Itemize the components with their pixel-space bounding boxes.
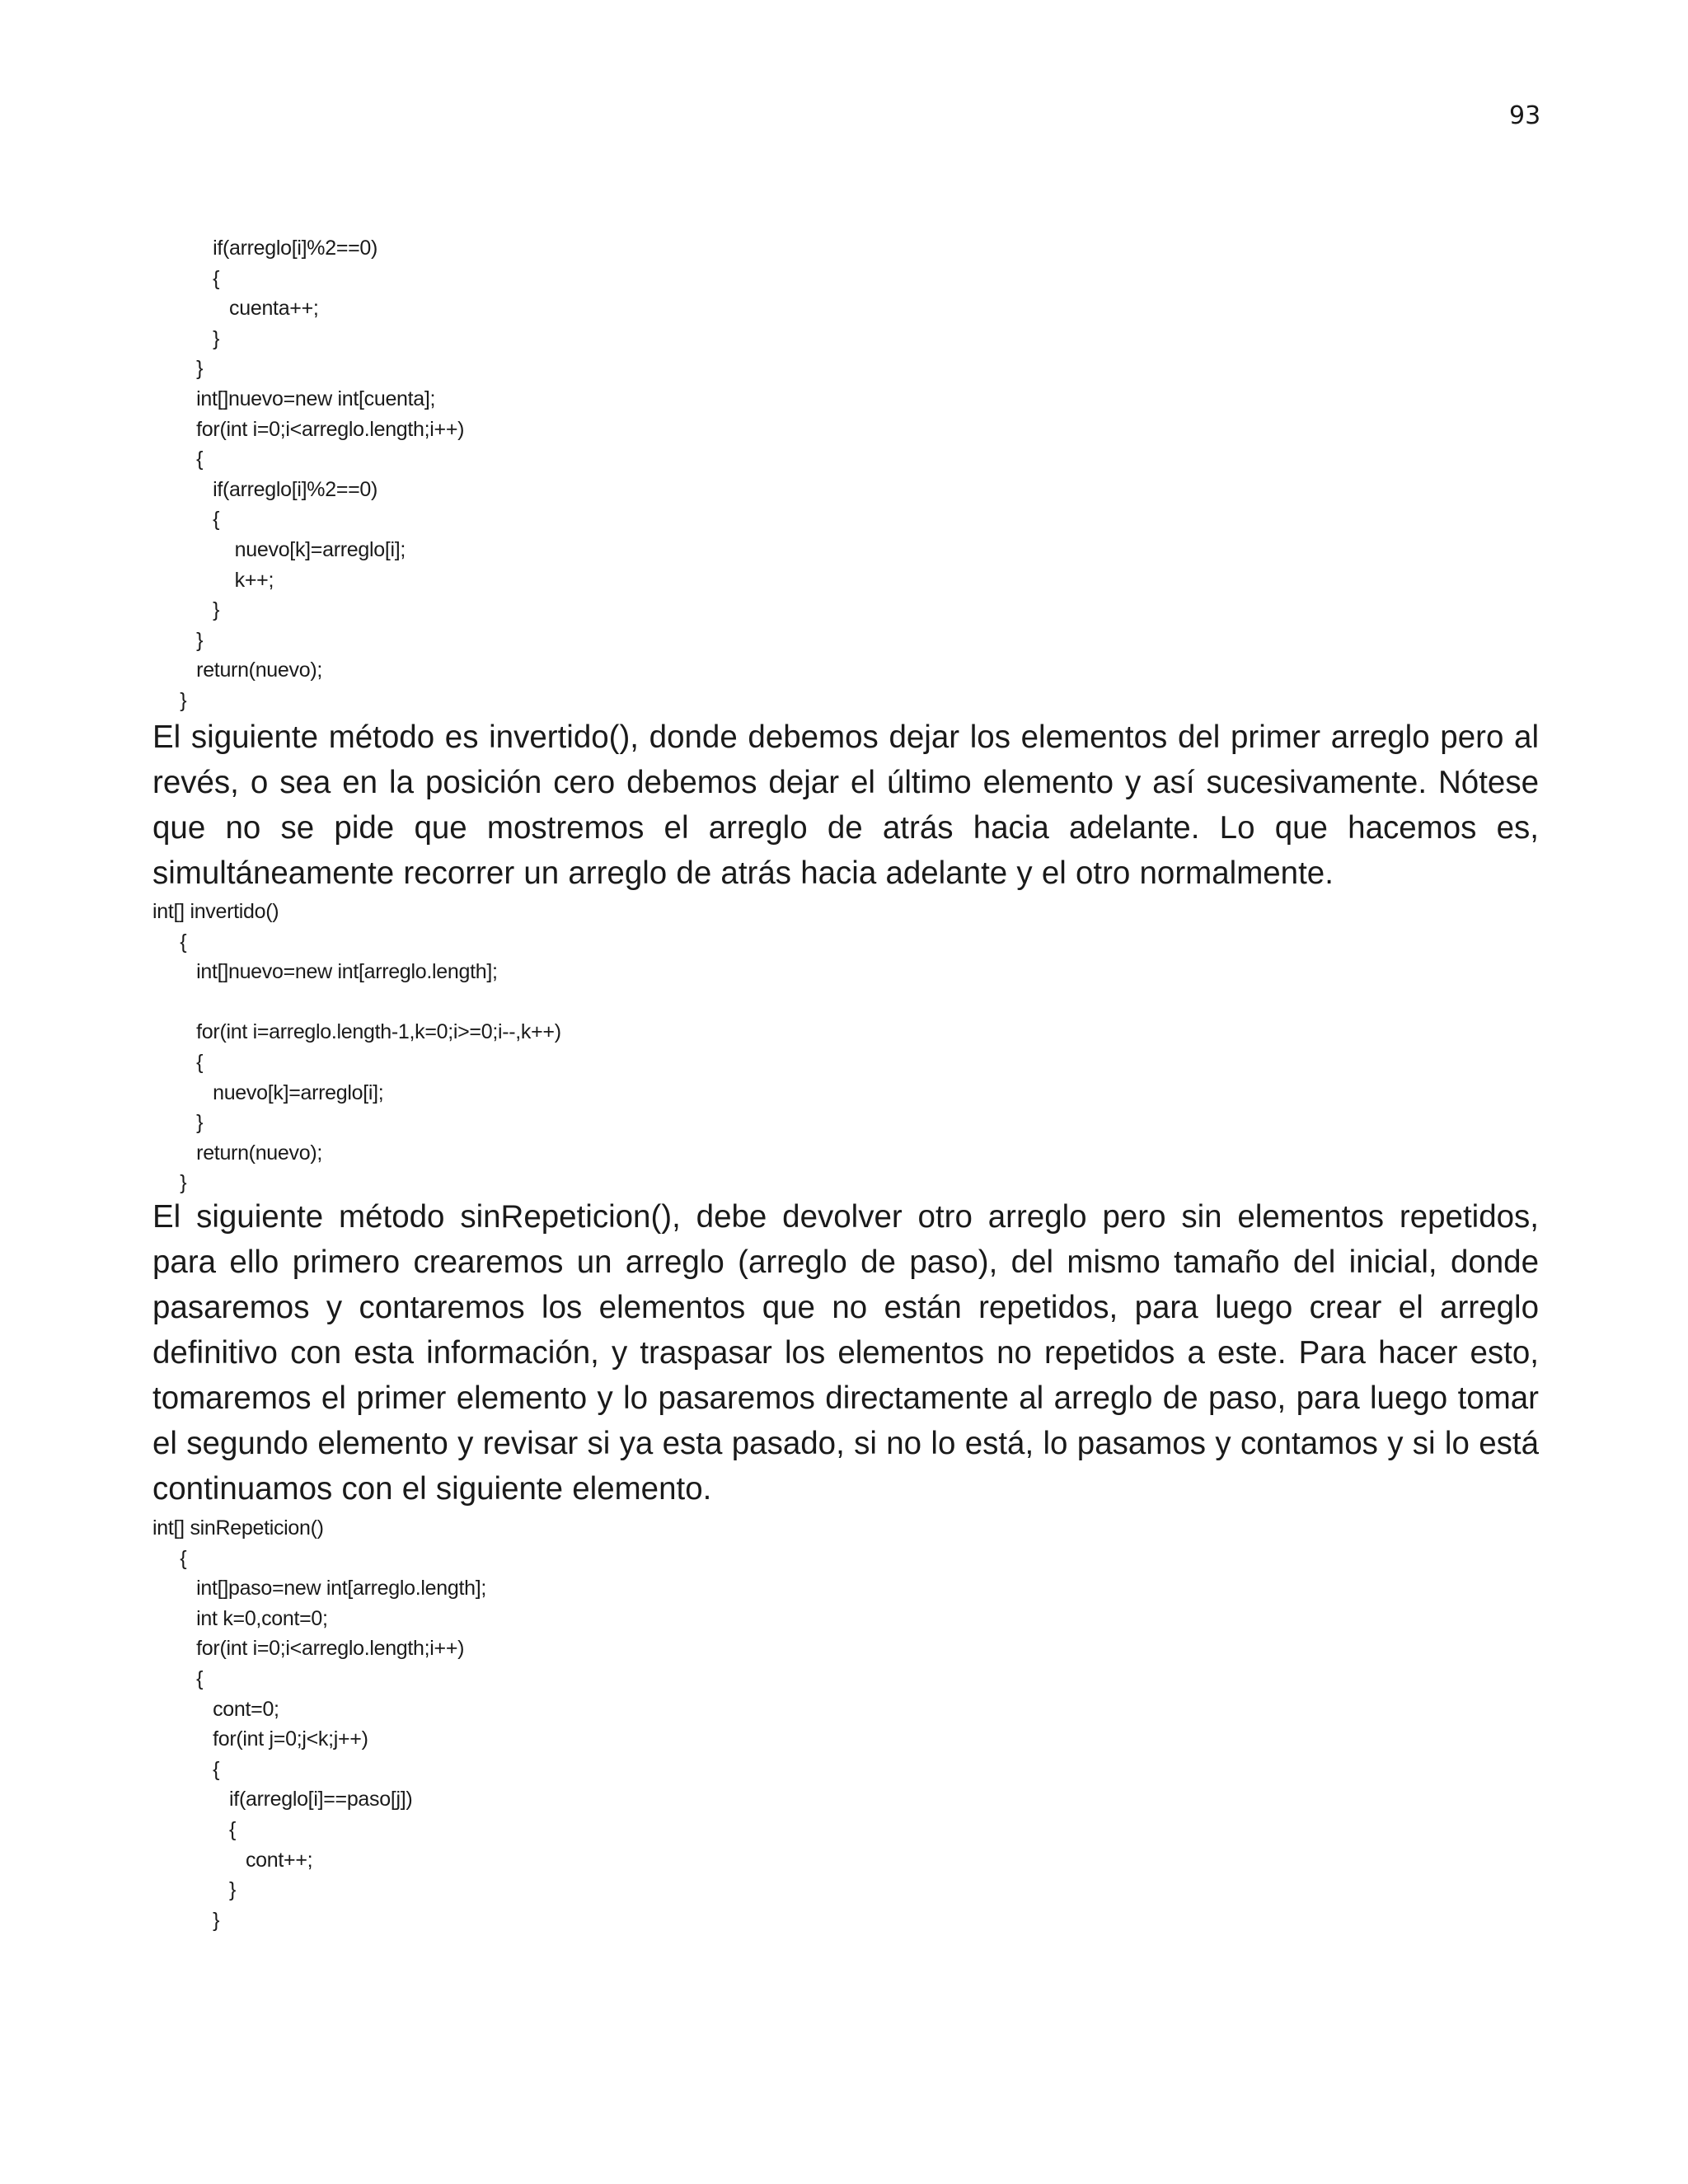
- code-line: }: [152, 628, 204, 652]
- paragraph-invertido: El siguiente método es invertido(), donde debemos dejar los elementos del primer arreglo pero al revés, o sea en la posición cero debemos dejar el último elemento y así sucesivamente. Nótese que no se pide que mostremos el arreglo de atrás hacia adelante. Lo que hacemos es, simultáneamente recorrer un arreglo de atrás hacia adelante y el otro normalmente.: [152, 719, 1539, 891]
- paragraph-sin-repeticion: El siguiente método sinRepeticion(), debe devolver otro arreglo pero sin elementos repetidos, para ello primero crearemos un arreglo (arreglo de paso), del mismo tamaño del inicial, donde pasaremos y contaremos los elementos que no están repetidos, para luego crear el arreglo definitivo con esta información, y traspasar los elementos no repetidos a este. Para hacer esto, tomaremos el primer elemento y lo pasaremos directamente al arreglo de paso, para luego tomar el segundo elemento y revisar si ya esta pasado, si no lo está, lo pasamos y contamos y si lo está continuamos con el siguiente elemento.: [152, 1199, 1539, 1507]
- code-line: for(int j=0;j<k;j++): [152, 1727, 368, 1751]
- code-line: return(nuevo);: [152, 1141, 322, 1165]
- code-line: int[] sinRepeticion(): [152, 1516, 324, 1540]
- code-line: if(arreglo[i]%2==0): [152, 237, 378, 260]
- code-line: {: [152, 1817, 237, 1841]
- code-line: cont=0;: [152, 1697, 279, 1721]
- code-line: cuenta++;: [152, 297, 319, 321]
- code-line: }: [152, 1111, 204, 1135]
- code-line: return(nuevo);: [152, 658, 322, 682]
- code-line: }: [152, 357, 204, 381]
- code-line: {: [152, 1757, 220, 1781]
- code-line: int[]nuevo=new int[arreglo.length];: [152, 960, 498, 984]
- code-block-invertido: [152, 897, 561, 1198]
- code-line: }: [152, 1171, 187, 1195]
- code-line: int[] invertido(): [152, 900, 279, 923]
- code-line: {: [152, 930, 187, 954]
- code-line: for(int i=arreglo.length-1,k=0;i>=0;i--,k++): [152, 1020, 561, 1044]
- code-line: int[]nuevo=new int[cuenta];: [152, 387, 436, 410]
- code-line: {: [152, 1666, 204, 1690]
- code-line: {: [152, 508, 220, 532]
- code-line: if(arreglo[i]==paso[j]): [152, 1788, 413, 1811]
- code-line: nuevo[k]=arreglo[i];: [152, 1080, 384, 1104]
- code-block-sin-repeticion: [152, 1513, 486, 1935]
- code-line: int k=0,cont=0;: [152, 1606, 328, 1630]
- code-line: int[]paso=new int[arreglo.length];: [152, 1577, 487, 1601]
- code-line: }: [152, 326, 220, 350]
- code-line: {: [152, 1546, 187, 1570]
- code-block-filter-even: [152, 233, 464, 716]
- code-line: [152, 987, 561, 1018]
- code-line: {: [152, 266, 220, 290]
- code-line: }: [152, 1908, 220, 1932]
- code-line: }: [152, 1878, 237, 1902]
- page-number: 93: [1509, 101, 1541, 130]
- code-line: {: [152, 448, 204, 471]
- code-line: nuevo[k]=arreglo[i];: [152, 537, 406, 561]
- code-line: cont++;: [152, 1848, 313, 1872]
- code-line: if(arreglo[i]%2==0): [152, 477, 378, 501]
- code-line: for(int i=0;i<arreglo.length;i++): [152, 1637, 465, 1661]
- code-line: k++;: [152, 568, 274, 592]
- code-line: {: [152, 1050, 204, 1074]
- code-line: }: [152, 688, 187, 712]
- code-line: }: [152, 598, 220, 622]
- code-line: for(int i=0;i<arreglo.length;i++): [152, 417, 465, 441]
